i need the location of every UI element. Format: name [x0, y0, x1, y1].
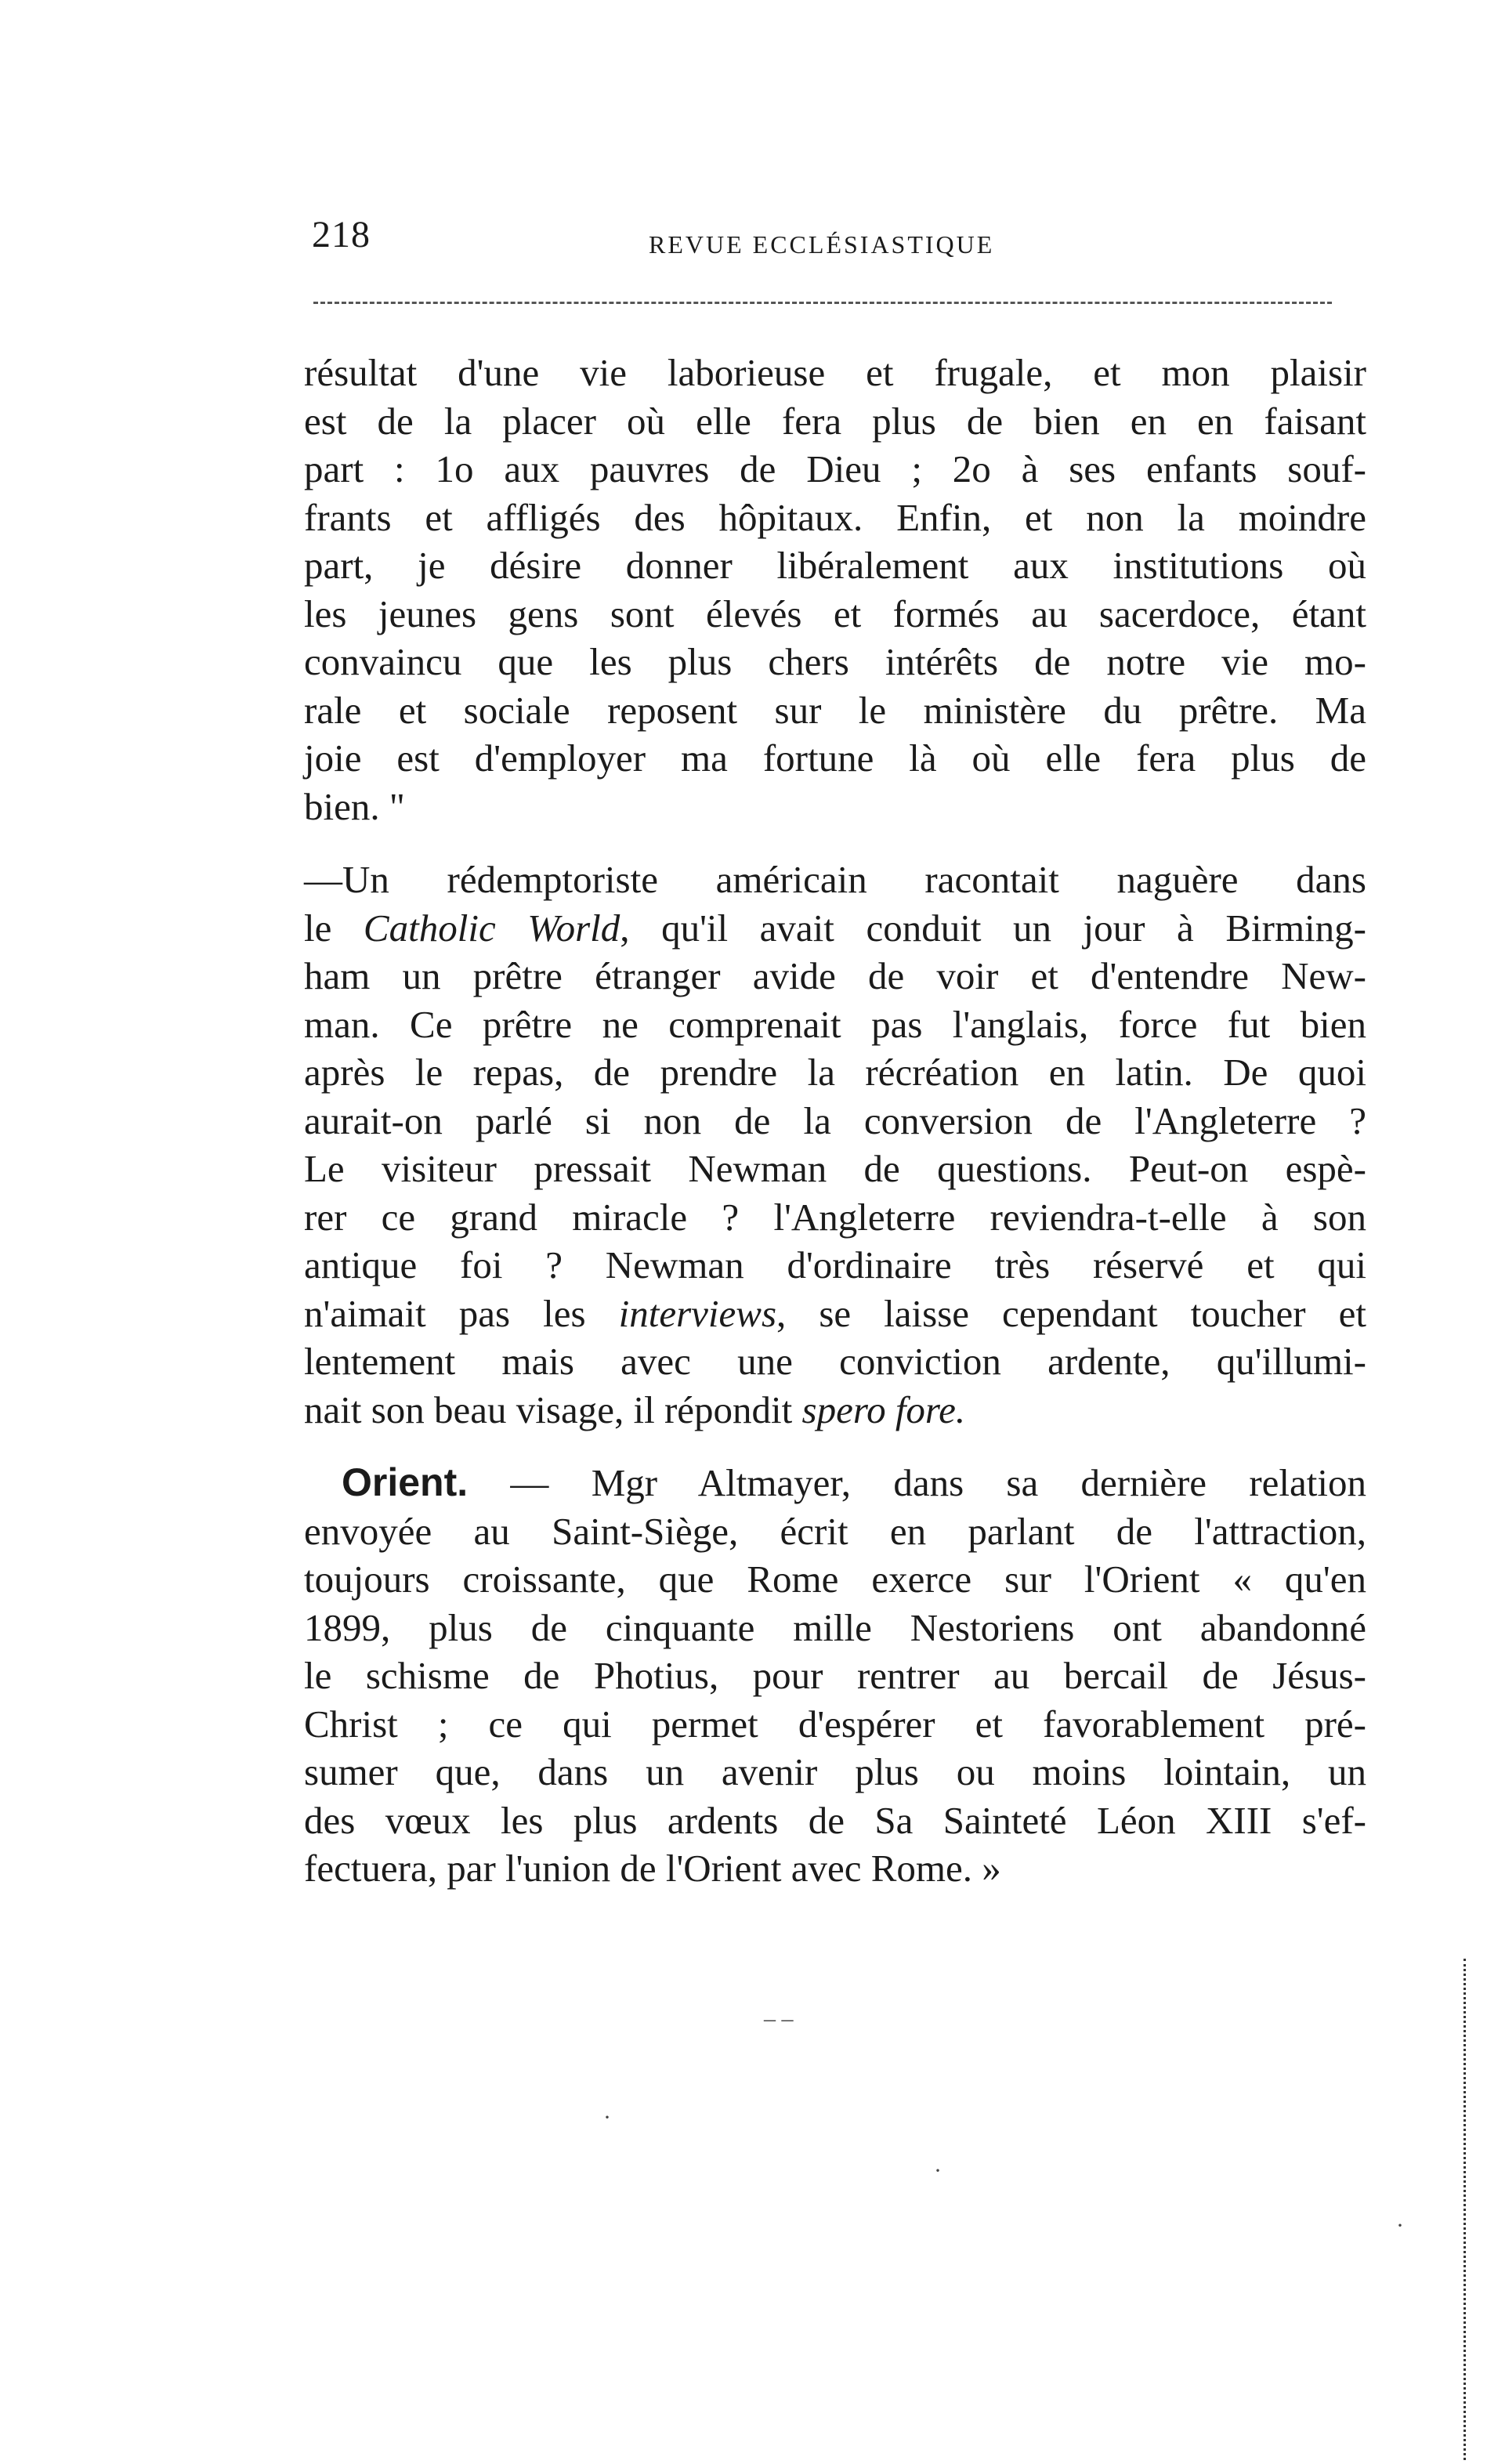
- text-line: après le repas, de prendre la récréation en latin. De quoi: [304, 1051, 1366, 1094]
- text-line: antique foi ? Newman d'ordinaire très réservé et qui: [304, 1243, 1366, 1286]
- text-line: des vœux les plus ardents de Sa Sainteté Léon XIII s'ef-: [304, 1798, 1366, 1842]
- text-line: part, je désire donner libéralement aux institutions où: [304, 544, 1366, 587]
- text-line: Christ ; ce qui permet d'espérer et favorablement pré-: [304, 1702, 1366, 1746]
- text-line: sumer que, dans un avenir plus ou moins lointain, un: [304, 1750, 1366, 1793]
- text-line: [304, 1290, 1366, 1338]
- text-line: man. Ce prêtre ne comprenait pas l'anglais, force fut bien: [304, 1002, 1366, 1046]
- text-line: le schisme de Photius, pour rentrer au bercail de Jésus-: [304, 1654, 1366, 1697]
- text-line: convaincu que les plus chers intérêts de notre vie mo-: [304, 640, 1366, 683]
- italic-word: interviews: [618, 1291, 777, 1335]
- section-heading: Orient.: [342, 1460, 469, 1504]
- periodical-title: Catholic World: [363, 906, 620, 950]
- paragraph-orient: [304, 1459, 1366, 1893]
- running-title: REVUE ECCLÉSIASTIQUE: [649, 230, 995, 259]
- text-run: — Mgr Altmayer, dans sa dernière relation: [468, 1461, 1366, 1504]
- text-line: est de la placer où elle fera plus de bien en en faisant: [304, 399, 1366, 443]
- text-line: 1899, plus de cinquante mille Nestoriens ont abandonné: [304, 1605, 1366, 1649]
- text-run: , se laisse cependant toucher et: [776, 1291, 1367, 1335]
- text-line: rer ce grand miracle ? l'Angleterre reviendra-t-elle à son: [304, 1195, 1366, 1239]
- text-line: frants et affligés des hôpitaux. Enfin, et non la moindre: [304, 495, 1366, 539]
- page-number: 218: [312, 214, 371, 255]
- text-line: [304, 1386, 1366, 1435]
- text-run: le: [304, 906, 364, 950]
- text-line: lentement mais avec une conviction ardente, qu'illumi-: [304, 1340, 1366, 1383]
- text-line: [304, 1459, 1366, 1507]
- text-run: , qu'il avait conduit un jour à Birming-: [620, 906, 1366, 950]
- text-line: fectuera, par l'union de l'Orient avec Rome. »: [304, 1847, 1001, 1890]
- text-line: toujours croissante, que Rome exerce sur l'Orient « qu'en: [304, 1558, 1366, 1601]
- text-line: résultat d'une vie laborieuse et frugale, et mon plaisir: [304, 351, 1366, 394]
- text-run: nait son beau visage, il répondit: [304, 1388, 802, 1431]
- paragraph-newman: [304, 856, 1366, 1434]
- text-line: aurait-on parlé si non de la conversion de l'Angleterre ?: [304, 1098, 1366, 1142]
- text-line: joie est d'employer ma fortune là où elle fera plus de: [304, 736, 1366, 780]
- stray-dot: ·: [603, 2104, 611, 2130]
- body-text: [304, 349, 1366, 1893]
- text-line: Le visiteur pressait Newman de questions. Peut-on espè-: [304, 1147, 1366, 1190]
- stray-dot: ·: [1396, 2213, 1404, 2238]
- stray-dot: ·: [934, 2158, 942, 2184]
- latin-phrase: spero fore.: [801, 1388, 966, 1431]
- end-dash-mark: – –: [764, 2006, 794, 2032]
- page-edge-shadow: [1463, 1959, 1471, 2460]
- page-header: [312, 213, 1362, 268]
- text-line: les jeunes gens sont élevés et formés au sacerdoce, étant: [304, 592, 1366, 635]
- text-line: [304, 904, 1366, 953]
- text-line: —Un rédemptoriste américain racontait naguère dans: [304, 858, 1366, 901]
- text-line: envoyée au Saint-Siège, écrit en parlant de l'attraction,: [304, 1509, 1366, 1553]
- text-run: n'aimait pas les: [304, 1291, 619, 1335]
- text-line: rale et sociale reposent sur le ministère du prêtre. Ma: [304, 688, 1366, 732]
- text-line: bien. ": [304, 784, 405, 828]
- paragraph-quote-end: [304, 349, 1366, 830]
- header-rule: [313, 302, 1332, 304]
- text-line: ham un prêtre étranger avide de voir et d'entendre New-: [304, 954, 1366, 997]
- text-line: part : 1o aux pauvres de Dieu ; 2o à ses enfants souf-: [304, 447, 1366, 490]
